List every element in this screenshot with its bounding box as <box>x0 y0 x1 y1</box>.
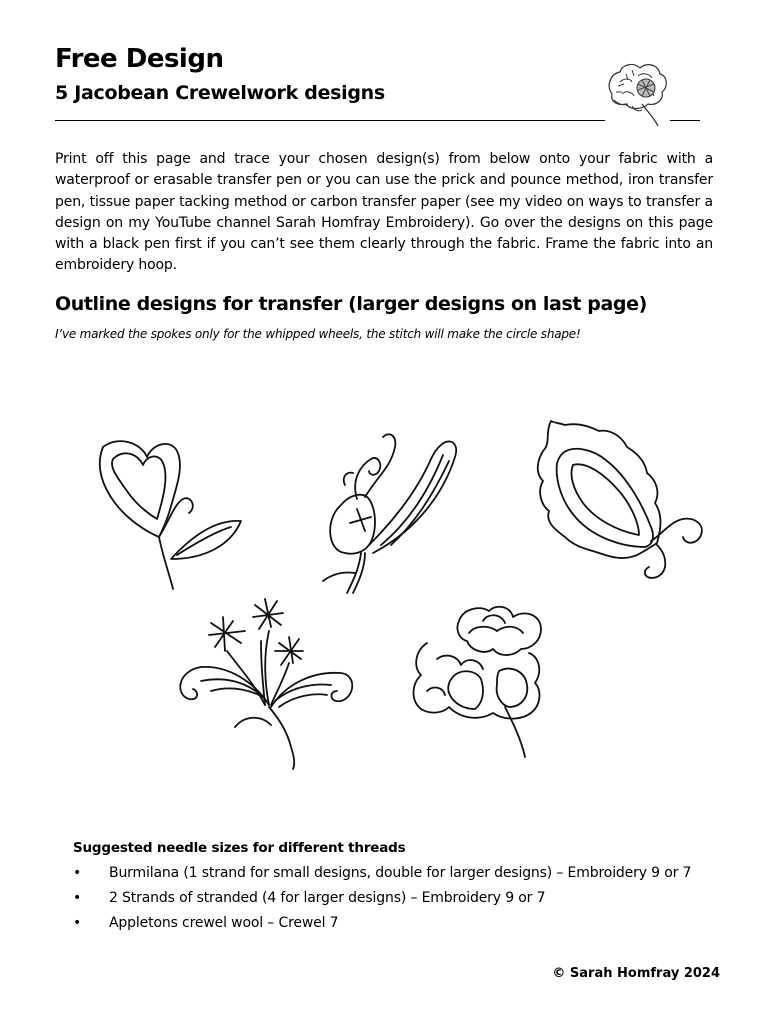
bullet-icon: • <box>73 865 82 881</box>
bullet-icon: • <box>73 890 82 906</box>
list-item-text: Appletons crewel wool – Crewel 7 <box>109 915 339 931</box>
list-item <box>73 862 691 887</box>
scalloped-leaf-design <box>538 421 702 578</box>
bullet-icon: • <box>73 915 82 931</box>
copyright-notice: © Sarah Homfray 2024 <box>552 966 720 981</box>
header-divider-end <box>670 120 700 121</box>
list-item-text: 2 Strands of stranded (4 for larger designs) – Embroidery 9 or 7 <box>109 890 546 906</box>
design-outlines <box>65 395 715 775</box>
section-note: I’ve marked the spokes only for the whipped wheels, the stitch will make the circle shape! <box>55 327 581 341</box>
spiky-flower-design <box>180 599 352 769</box>
needle-list <box>73 862 691 937</box>
rose-design <box>414 607 542 757</box>
page-title: Free Design <box>55 44 224 74</box>
header-divider <box>55 120 605 121</box>
list-item-text: Burmilana (1 strand for small designs, double for larger designs) – Embroidery 9 or 7 <box>109 865 692 881</box>
flower-logo-icon <box>602 56 672 132</box>
list-item <box>73 887 691 912</box>
page-subtitle: 5 Jacobean Crewelwork designs <box>55 82 385 104</box>
heart-leaf-design <box>100 441 241 589</box>
section-heading: Outline designs for transfer (larger designs on last page) <box>55 293 647 315</box>
needles-heading: Suggested needle sizes for different threads <box>73 840 406 856</box>
tulip-design <box>323 434 456 593</box>
intro-paragraph: Print off this page and trace your chosen design(s) from below onto your fabric with a waterproof or erasable transfer pen or you can use the prick and pounce method, iron transfer pen, tissue paper tacking method or carbon transfer paper (see my video on ways to transfer a design on my YouTube channel Sarah Homfray Embroidery). Go over the designs on this page with a black pen first if you can’t see them clearly through the fabric. Frame the fabric into an embroidery hoop. <box>55 151 713 274</box>
list-item <box>73 912 691 937</box>
